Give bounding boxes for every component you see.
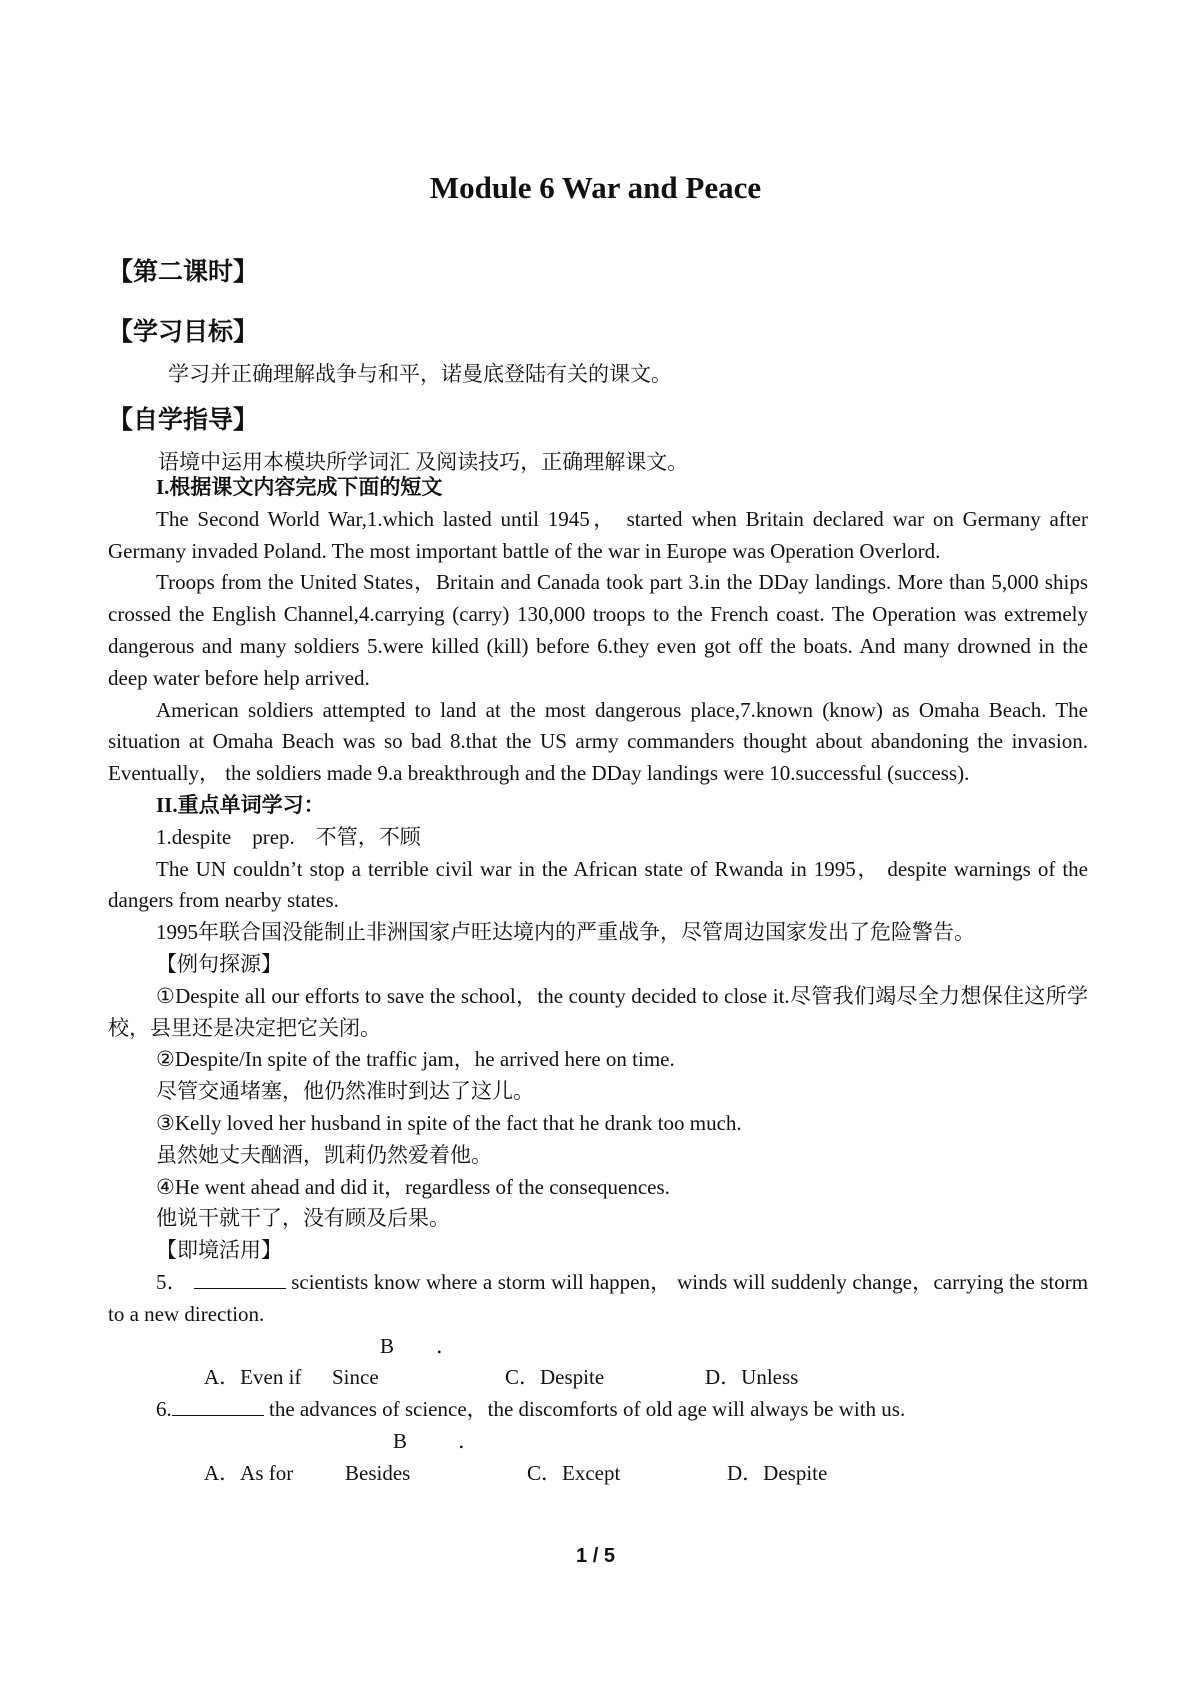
sentence-2-zh: 尽管交通堵塞，他仍然准时到达了这儿。 [156, 1079, 534, 1104]
sentence-2: ②Despite/In spite of the traffic jam，he arrived here on time. [156, 1047, 675, 1072]
sentence-1: ①Despite all our efforts to save the school，the county decided to close it.尽管我们竭尽全力想保住这所学校，县里还是决定把它关闭。 [108, 983, 1088, 1040]
q6-option-a[interactable]: A．As for [204, 1460, 294, 1485]
question-5: 5． scientists know where a storm will happen， winds will suddenly change，carrying the storm to a new direction. [108, 1269, 1089, 1326]
part1-para3: American soldiers attempted to land at the most dangerous place,7.known (know) as Omaha Beach. The situation at Omaha Beach was so bad 8.that the US army commanders thought about abandoning the invasion. Eventually， the soldiers made 9.a breakthrough and the DDay landings were 10.successful (success). [108, 697, 1088, 786]
part1-para1: The Second World War,1.which lasted until 1945， started when Britain declared war on Germany after Germany invaded Poland. The most important battle of the war in Europe was Operation Overlord. [108, 506, 1088, 563]
document-title: Module 6 War and Peace [429, 170, 762, 205]
q6-option-b[interactable]: B．Besides [345, 1428, 479, 1485]
sentence-3-zh: 虽然她丈夫酗酒，凯莉仍然爱着他。 [156, 1142, 492, 1167]
question-5-options [108, 1331, 1088, 1395]
heading-goal: 【学习目标】 [108, 317, 259, 346]
word-entry: 1.despite prep. 不管，不顾 [156, 824, 421, 849]
part1-heading: I.根据课文内容完成下面的短文 [156, 475, 443, 499]
part2-heading: II.重点单词学习： [156, 792, 325, 817]
q6-option-c[interactable]: C．Except [527, 1460, 621, 1485]
sentence-4-zh: 他说干就干了，没有顾及后果。 [156, 1206, 450, 1231]
heading-guide: 【自学指导】 [108, 405, 259, 434]
answer-blank-5[interactable] [194, 1270, 286, 1289]
sentence-4: ④He went ahead and did it，regardless of the consequences. [156, 1174, 670, 1199]
main-content [108, 472, 1088, 1490]
question-6-options [108, 1426, 1088, 1490]
answer-blank-6[interactable] [172, 1397, 264, 1416]
source-heading: 【例句探源】 [156, 951, 282, 976]
q5-option-c[interactable]: C．Despite [505, 1365, 605, 1390]
guide-text: 语境中运用本模块所学词汇 及阅读技巧，正确理解课文。 [158, 450, 689, 474]
q5-option-a[interactable]: A．Even if [204, 1365, 302, 1390]
q5-option-d[interactable]: D．Unless [705, 1365, 799, 1390]
q5-option-b[interactable]: B．Since [332, 1333, 457, 1390]
question-6: 6. the advances of science，the discomforts of old age will always be with us. [156, 1397, 906, 1422]
q6-option-d[interactable]: D．Despite [727, 1460, 828, 1485]
page-number: 1 / 5 [576, 1545, 615, 1567]
part1-para2: Troops from the United States，Britain and Canada took part 3.in the DDay landings. More than 5,000 ships crossed the English Channel,4.carrying (carry) 130,000 troops to the French coast. The Operation was extremely dangerous and many soldiers 5.were killed (kill) before 6.they even got off the boats. And many drowned in the deep water before help arrived. [108, 570, 1088, 690]
sentence-3: ③Kelly loved her husband in spite of the fact that he drank too much. [156, 1110, 742, 1135]
goal-text: 学习并正确理解战争与和平，诺曼底登陆有关的课文。 [168, 362, 672, 386]
heading-lesson: 【第二课时】 [108, 257, 259, 286]
example-zh: 1995年联合国没能制止非洲国家卢旺达境内的严重战争，尽管周边国家发出了危险警告。 [156, 920, 975, 945]
example-en: The UN couldn’t stop a terrible civil war in the African state of Rwanda in 1995， despite warnings of the dangers from nearby states. [108, 856, 1088, 913]
practice-heading: 【即境活用】 [156, 1238, 282, 1263]
